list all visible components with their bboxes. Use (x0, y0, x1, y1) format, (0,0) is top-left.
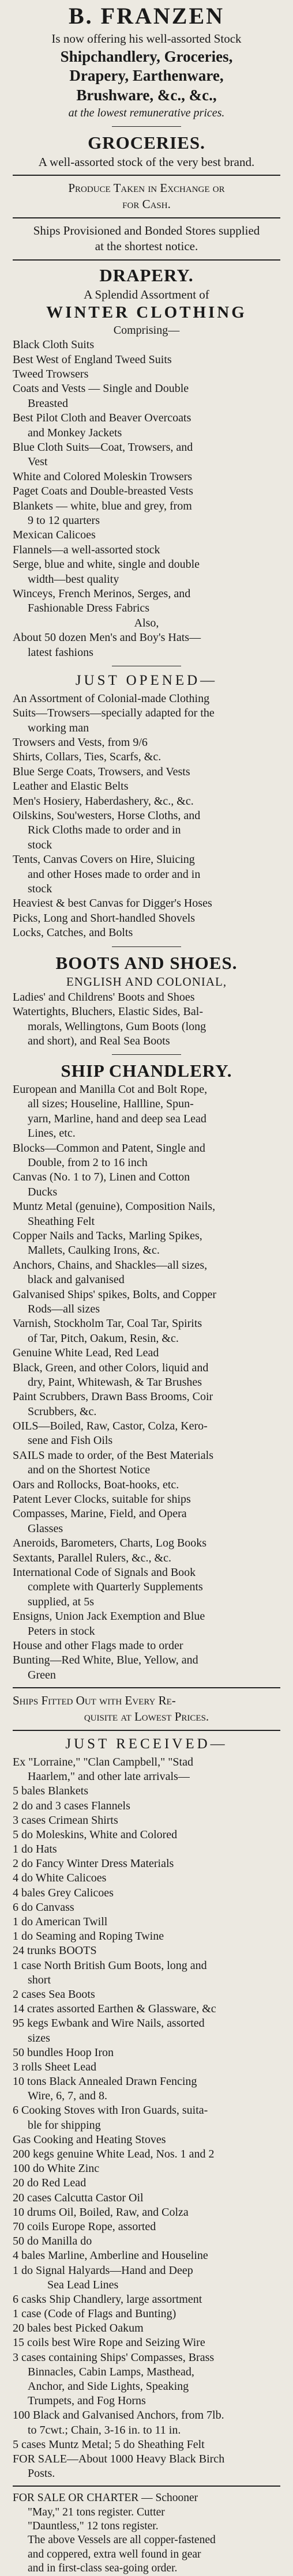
list-item: OILS—Boiled, Raw, Castor, Colza, Kero- (13, 1420, 208, 1433)
list-item: Vest (28, 455, 48, 469)
list-item: complete with Quarterly Supplements (28, 1581, 203, 1594)
list-item: Sheathing Felt (28, 1215, 95, 1228)
list-item: Best West of England Tweed Suits (13, 353, 172, 366)
list-item: to 7cwt.; Chain, 3-16 in. to 11 in. (28, 2423, 181, 2437)
list-item: Peters in stock (28, 1624, 95, 1638)
list-item: 200 kegs genuine White Lead, Nos. 1 and 2 (13, 2148, 215, 2161)
list-item: 24 trunks BOOTS (13, 1944, 97, 1958)
list-item: Blue Serge Coats, Trowsers, and Vests (13, 765, 190, 778)
just-opened-heading: JUST OPENED— (75, 672, 218, 688)
list-item: Men's Hosiery, Haberdashery, &c., &c. (13, 794, 194, 808)
list-item: Heaviest & best Canvas for Digger's Hoses (13, 897, 212, 910)
boots-heading: BOOTS AND SHOES. (55, 952, 238, 973)
divider (13, 2486, 280, 2487)
list-item: Breasted (28, 397, 68, 410)
winter-clothing-heading: WINTER CLOTHING (46, 303, 247, 322)
list-item: Copper Nails and Tacks, Marling Spikes, (13, 1229, 202, 1242)
for-sale-notice (13, 2491, 280, 2575)
divider (13, 217, 280, 218)
for-sale-line: FOR SALE OR CHARTER — Schooner (13, 2492, 198, 2505)
list-item: 95 kegs Ewbank and Wire Nails, assorted (13, 2017, 205, 2030)
list-item: About 50 dozen Men's and Boy's Hats— (13, 631, 201, 644)
merchant-name: B. FRANZEN (68, 3, 225, 29)
list-item: Sextants, Parallel Rulers, &c., &c. (13, 1551, 171, 1564)
list-item: 1 case (Code of Flags and Bunting) (13, 2307, 176, 2321)
list-item: Mexican Calicoes (13, 529, 96, 542)
list-item: 1 do Hats (13, 1843, 57, 1856)
groceries-heading: GROCERIES. (88, 132, 205, 153)
divider (13, 1687, 280, 1688)
headline-drapery: Drapery, Earthenware, (69, 67, 224, 85)
list-item: 5 do Moleskins, White and Colored (13, 1828, 178, 1841)
list-item: 20 do Red Lead (13, 2177, 87, 2190)
list-item: 6 Cooking Stoves with Iron Guards, suita- (13, 2104, 208, 2117)
list-item: 2 cases Sea Boots (13, 1987, 95, 2001)
just-received-heading: JUST RECEIVED— (65, 1736, 228, 1752)
list-item: Winceys, French Merinos, Serges, and (13, 587, 191, 600)
prices-line: at the lowest remunerative prices. (68, 106, 225, 119)
list-item: 50 do Manilla do (13, 2235, 92, 2248)
list-item: SAILS made to order, of the Best Materials (13, 1449, 214, 1462)
list-item: 4 bales Marline, Amberline and Houseline (13, 2249, 208, 2262)
list-item: 5 bales Blankets (13, 1785, 89, 1798)
list-item: Sea Lead Lines (47, 2278, 119, 2291)
list-item: Blankets — white, blue and grey, from (13, 499, 192, 512)
list-item: and on the Shortest Notice (28, 1464, 151, 1477)
list-item: 6 do Canvass (13, 1900, 74, 1914)
list-item: Canvas (No. 1 to 7), Linen and Cotton (13, 1171, 190, 1184)
list-item: Black, Green, and other Colors, liquid and (13, 1361, 209, 1374)
list-item: Patent Lever Clocks, suitable for ships (13, 1493, 191, 1506)
just-opened-list (13, 692, 280, 941)
list-item: Galvanised Ships' spikes, Bolts, and Copper (13, 1288, 217, 1301)
list-item: International Code of Signals and Book (13, 1566, 196, 1579)
list-item: 20 cases Calcutta Castor Oil (13, 2191, 144, 2204)
list-item: 1 do Signal Halyards—Hand and Deep (13, 2264, 193, 2277)
list-item: 10 tons Black Annealed Drawn Fencing (13, 2075, 197, 2088)
list-item: 2 do Fancy Winter Dress Materials (13, 1857, 174, 1870)
list-item: latest fashions (28, 646, 93, 659)
divider (13, 1730, 280, 1731)
produce-line-1: Produce Taken in Exchange or (68, 181, 225, 195)
list-item: short (28, 1973, 51, 1986)
list-item: 1 case North British Gum Boots, long and (13, 1959, 207, 1972)
list-item: 3 cases containing Ships' Compasses, Brass (13, 2351, 215, 2364)
list-item: yarn, Marline, hand and deep sea Lead (28, 1112, 206, 1125)
list-item: Paint Scrubbers, Drawn Bass Brooms, Coir (13, 1390, 213, 1404)
list-item: Muntz Metal (genuine), Composition Nails, (13, 1200, 216, 1213)
list-item: Anchor, and Side Lights, Speaking (28, 2380, 189, 2393)
list-item: working man (28, 721, 89, 734)
list-item: stock (28, 838, 52, 851)
list-item: Rods—all sizes (28, 1302, 100, 1315)
list-item: 3 rolls Sheet Lead (13, 2060, 96, 2073)
list-item: White and Colored Moleskin Trowsers (13, 470, 193, 483)
ships-provisioned-line-1: Ships Provisioned and Bonded Stores supplied (33, 223, 260, 237)
list-item: 4 do White Calicoes (13, 1872, 107, 1885)
boots-subheading: ENGLISH AND COLONIAL, (66, 975, 227, 989)
list-item: Anchors, Chains, and Shackles—all sizes, (13, 1258, 208, 1272)
list-item: Ducks (28, 1185, 58, 1198)
list-item: 1 do American Twill (13, 1915, 108, 1929)
list-item: Oars and Rollocks, Boat-hooks, etc. (13, 1478, 179, 1491)
list-item: Rick Cloths made to order and in (28, 824, 181, 837)
list-item: An Assortment of Colonial-made Clothing (13, 692, 210, 705)
for-sale-line: "May," 21 tons register. Cutter (28, 2506, 165, 2518)
list-item: Flannels—a well-assorted stock (13, 543, 160, 556)
list-item: Tents, Canvas Covers on Hire, Sluicing (13, 853, 195, 866)
ships-fitted-line-1: Ships Fitted Out with Every Re- (13, 1694, 176, 1708)
list-item: Compasses, Marine, Field, and Opera (13, 1507, 187, 1521)
list-item: 3 cases Crimean Shirts (13, 1813, 118, 1827)
list-item: dry, Paint, Whitewash, & Tar Brushes (28, 1375, 202, 1389)
list-item: Also, (134, 616, 159, 629)
list-item: 100 Black and Galvanised Anchors, from 7lb. (13, 2409, 224, 2422)
list-item: Binnacles, Cabin Lamps, Masthead, (28, 2365, 194, 2378)
list-item: Lines, etc. (28, 1127, 76, 1140)
list-item: Tweed Trowsers (13, 368, 89, 381)
groceries-text: A well-assorted stock of the very best brand. (38, 154, 255, 169)
list-item: all sizes; Houseline, Hallline, Spun- (28, 1097, 194, 1111)
list-item: 14 crates assorted Earthen & Glassware, &c (13, 2002, 216, 2016)
list-item: 4 bales Grey Calicoes (13, 1886, 114, 1899)
headline-shipchandlery: Shipchandlery, Groceries, (60, 47, 233, 65)
list-item: Bunting—Red White, Blue, Yellow, and (13, 1654, 198, 1667)
list-item: Oilskins, Sou'westers, Horse Cloths, and (13, 809, 201, 823)
list-item: Picks, Long and Short-handled Shovels (13, 911, 196, 925)
list-item: Leather and Elastic Belts (13, 780, 129, 793)
list-item: ble for shipping (28, 2118, 101, 2132)
arrivals-line-1: Ex "Lorraine," "Clan Campbell," "Stad (13, 1755, 193, 1768)
list-item: European and Manilla Cot and Bolt Rope, (13, 1083, 208, 1096)
list-item: Fashionable Dress Fabrics (28, 602, 150, 615)
list-item: Scrubbers, &c. (28, 1405, 97, 1418)
ships-fitted-line-2: quisite at Lowest Prices. (84, 1709, 209, 1723)
list-item: Best Pilot Cloth and Beaver Overcoats (13, 412, 191, 425)
for-sale-line: and in first-class sea-going order. (28, 2562, 178, 2575)
divider (13, 175, 280, 176)
just-received-list (13, 1784, 280, 2481)
list-item: Ensigns, Union Jack Exemption and Blue (13, 1610, 205, 1623)
list-item: sizes (28, 2031, 50, 2045)
list-item: 70 coils Europe Rope, assorted (13, 2220, 156, 2233)
list-item: Double, from 2 to 16 inch (28, 1156, 148, 1170)
divider (112, 946, 181, 947)
list-item: stock (28, 882, 52, 895)
list-item: and short), and Real Sea Boots (28, 1035, 170, 1048)
list-item: morals, Wellingtons, Gum Boots (long (28, 1020, 206, 1033)
list-item: Aneroids, Barometers, Charts, Log Books (13, 1537, 207, 1550)
list-item: 50 bundles Hoop Iron (13, 2046, 114, 2059)
list-item: 15 coils best Wire Rope and Seizing Wire (13, 2336, 205, 2349)
list-item: House and other Flags made to order (13, 1639, 183, 1652)
list-item: Glasses (28, 1522, 63, 1535)
list-item: Paget Coats and Double-breasted Vests (13, 485, 193, 498)
list-item: Watertights, Bluchers, Elastic Sides, Bal- (13, 1005, 203, 1019)
divider (13, 259, 280, 261)
ship-chandlery-heading: SHIP CHANDLERY. (61, 1061, 232, 1081)
list-item: Ladies' and Childrens' Boots and Shoes (13, 990, 195, 1004)
drapery-comprising: Comprising— (113, 323, 180, 337)
list-item: Wire, 6, 7, and 8. (28, 2090, 108, 2103)
list-item: Genuine White Lead, Red Lead (13, 1347, 159, 1360)
for-sale-line: "Dauntless," 12 tons register. (28, 2520, 159, 2533)
for-sale-line: The above Vessels are all copper-fastened (28, 2534, 216, 2547)
arrivals-line-2: Haarlem," and other late arrivals— (28, 1770, 190, 1783)
list-item: Suits—Trowsers—specially adapted for the (13, 707, 215, 720)
ship-chandlery-list (13, 1083, 280, 1683)
list-item: Mallets, Caulking Irons, &c. (28, 1244, 160, 1257)
list-item: width—best quality (28, 572, 119, 586)
list-item: Locks, Catches, and Bolts (13, 926, 133, 940)
list-item: Shirts, Collars, Ties, Scarfs, &c. (13, 750, 161, 764)
list-item: 10 drums Oil, Boiled, Raw, and Colza (13, 2205, 189, 2219)
list-item: black and galvanised (28, 1273, 125, 1287)
list-item: 20 bales best Picked Oakum (13, 2322, 144, 2335)
list-item: 1 do Seaming and Roping Twine (13, 1930, 164, 1943)
list-item: supplied, at 5s (28, 1595, 94, 1608)
list-item: of Tar, Pitch, Oakum, Resin, &c. (28, 1332, 179, 1345)
list-item: 100 do White Zinc (13, 2162, 100, 2175)
list-item: 5 cases Muntz Metal; 5 do Sheathing Felt (13, 2438, 205, 2451)
divider (112, 126, 181, 127)
headline-brushware: Brushware, &c., &c., (76, 86, 217, 104)
list-item: 9 to 12 quarters (28, 514, 100, 527)
list-item: Serge, blue and white, single and double (13, 558, 200, 571)
list-item: Varnish, Stockholm Tar, Coal Tar, Spirits (13, 1317, 202, 1330)
for-sale-line: and coppered, extra well found in gear (28, 2548, 201, 2560)
intro-line: Is now offering his well-assorted Stock (51, 32, 242, 46)
list-item: Gas Cooking and Heating Stoves (13, 2133, 166, 2146)
drapery-intro: A Splendid Assortment of (84, 287, 209, 301)
list-item: and other Hoses made to order and in (28, 868, 201, 881)
list-item: Coats and Vests — Single and Double (13, 382, 189, 395)
list-item: sene and Fish Oils (28, 1434, 113, 1447)
list-item: and Monkey Jackets (28, 426, 122, 439)
boots-list (13, 990, 280, 1049)
list-item: 6 casks Ship Chandlery, large assortment (13, 2292, 202, 2306)
drapery-heading: DRAPERY. (99, 265, 194, 286)
list-item: 2 do and 3 cases Flannels (13, 1799, 130, 1812)
produce-line-2: for Cash. (122, 197, 171, 212)
list-item: Blue Cloth Suits—Coat, Trowsers, and (13, 441, 193, 454)
list-item: Trumpets, and Fog Horns (28, 2394, 146, 2408)
drapery-list (13, 338, 280, 660)
list-item: FOR SALE—About 1000 Heavy Black Birch (13, 2452, 225, 2465)
list-item: Trowsers and Vests, from 9/6 (13, 736, 148, 749)
list-item: Green (28, 1668, 56, 1681)
divider (112, 1054, 181, 1055)
ships-provisioned-line-2: at the shortest notice. (95, 239, 198, 254)
list-item: Blocks—Common and Patent, Single and (13, 1141, 205, 1155)
list-item: Posts. (28, 2467, 55, 2480)
list-item: Black Cloth Suits (13, 338, 95, 352)
